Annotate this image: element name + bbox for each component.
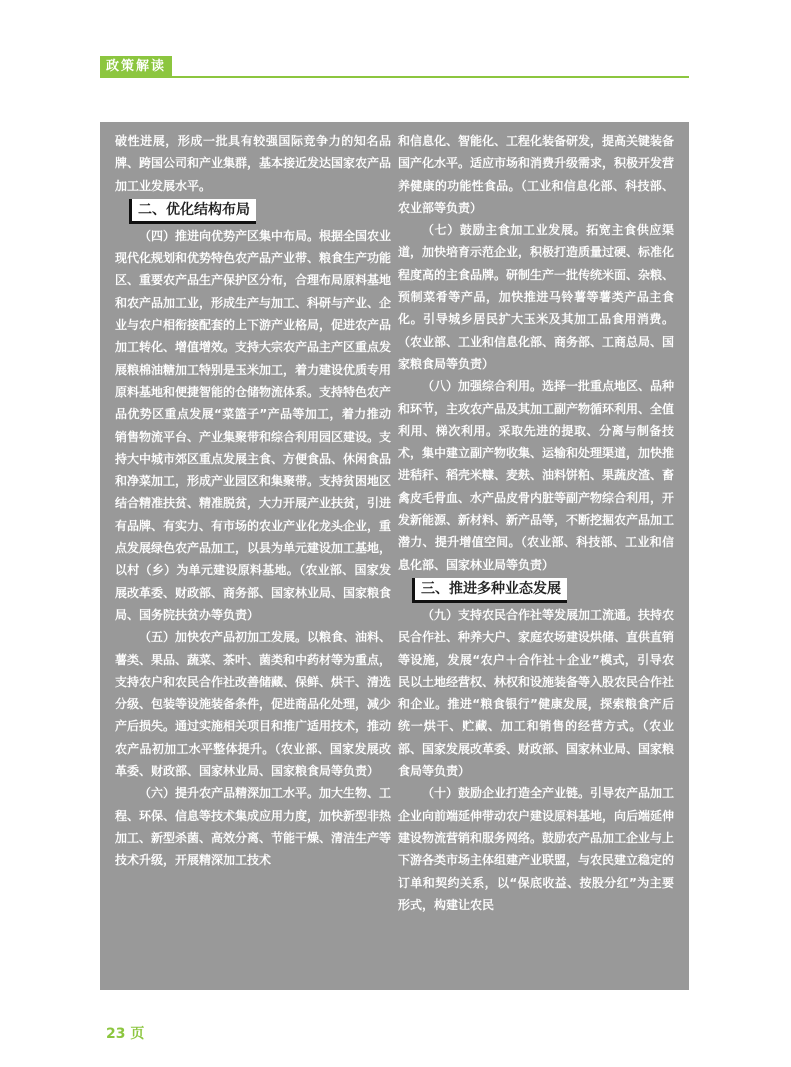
header-rule <box>172 76 689 78</box>
article-panel <box>100 122 689 990</box>
paragraph-10: （十）鼓励企业打造全产业链。引导农产品加工企业向前端延伸带动农户建设原料基地，向后端延伸建设物流营销和服务网络。鼓励农产品加工企业与上下游各类市场主体组建产业联盟，与农民建立稳定的订单和契约关系，以“保底收益、按股分红”为主要形式，构建让农民 <box>398 786 675 912</box>
paragraph-continued: 和信息化、智能化、工程化装备研发，提高关键装备国产化水平。适应市场和消费升级需求，积极开发营养健康的功能性食品。（工业和信息化部、科技部、农业部等负责） <box>398 134 675 215</box>
page-number: 23 页 <box>106 1026 145 1042</box>
left-column <box>115 130 391 872</box>
right-column <box>398 130 674 916</box>
section-heading-wrap <box>398 578 674 602</box>
paragraph-8: （八）加强综合利用。选择一批重点地区、品种和环节，主攻农产品及其加工副产物循环利用、全值利用、梯次利用。采取先进的提取、分离与制备技术，集中建立副产物收集、运输和处理渠道，加快推进秸秆、稻壳米糠、麦麸、油料饼粕、果蔬皮渣、畜禽皮毛骨血、水产品皮骨内脏等副产物综合利用，开发新能源、新材料、新产品等，不断挖掘农产品加工潜力、提升增值空间。（农业部、科技部、工业和信息化部、国家林业局等负责） <box>398 379 675 572</box>
section-heading-wrap <box>115 199 391 223</box>
paragraph-intro: 破性进展，形成一批具有较强国际竞争力的知名品牌、跨国公司和产业集群，基本接近发达国家农产品加工业发展水平。 <box>115 134 392 193</box>
paragraph-7: （七）鼓励主食加工业发展。拓宽主食供应渠道，加快培育示范企业，积极打造质量过硬、标准化程度高的主食品牌。研制生产一批传统米面、杂粮、预制菜肴等产品，加快推进马铃薯等薯类产品主食化。引导城乡居民扩大玉米及其加工品食用消费。（农业部、工业和信息化部、商务部、工商总局、国家粮食局等负责） <box>398 223 675 371</box>
section-heading-3: 三、推进多种业态发展 <box>412 578 567 603</box>
paragraph-9: （九）支持农民合作社等发展加工流通。扶持农民合作社、种养大户、家庭农场建设烘储、直供直销等设施，发展“农户＋合作社＋企业”模式，引导农民以土地经营权、林权和设施装备等入股农民合作社和企业。推进“粮食银行”健康发展，探索粮食产后统一烘干、贮藏、加工和销售的经营方式。（农业部、国家发展改革委、财政部、国家林业局、国家粮食局等负责） <box>398 607 675 779</box>
paragraph-6: （六）提升农产品精深加工水平。加大生物、工程、环保、信息等技术集成应用力度，加快新型非热加工、新型杀菌、高效分离、节能干燥、清洁生产等技术升级，开展精深加工技术 <box>115 786 392 868</box>
section-tag: 政策解读 <box>100 56 172 78</box>
section-heading-2: 二、优化结构布局 <box>129 199 256 224</box>
paragraph-5: （五）加快农产品初加工发展。以粮食、油料、薯类、果品、蔬菜、茶叶、菌类和中药材等为重点，支持农户和农民合作社改善储藏、保鲜、烘干、清选分级、包装等设施装备条件，促进商品化处理，减少产后损失。通过实施相关项目和推广适用技术，推动农产品初加工水平整体提升。（农业部、国家发展改革委、财政部、国家林业局、国家粮食局等负责） <box>115 630 392 779</box>
paragraph-4: （四）推进向优势产区集中布局。根据全国农业现代化规划和优势特色农产品产业带、粮食生产功能区、重要农产品生产保护区分布，合理布局原料基地和农产品加工业，形成生产与加工、科研与产业、企业与农户相衔接配套的上下游产业格局，促进农产品加工转化、增值增效。支持大宗农产品主产区重点发展粮棉油糖加工特别是玉米加工，着力建设优质专用原料基地和便捷智能的仓储物流体系。支持特色农产品优势区重点发展“菜篮子”产品等加工，着力推动销售物流平台、产业集聚带和综合利用园区建设。支持大中城市郊区重点发展主食、方便食品、休闲食品和净菜加工，形成产业园区和集聚带。支持贫困地区结合精准扶贫、精准脱贫，大力开展产业扶贫，引进有品牌、有实力、有市场的农业产业化龙头企业，重点发展绿色农产品加工，以县为单元建设加工基地，以村（乡）为单元建设原料基地。（农业部、国家发展改革委、财政部、商务部、国家林业局、国家粮食局、国务院扶贫办等负责） <box>115 228 392 622</box>
